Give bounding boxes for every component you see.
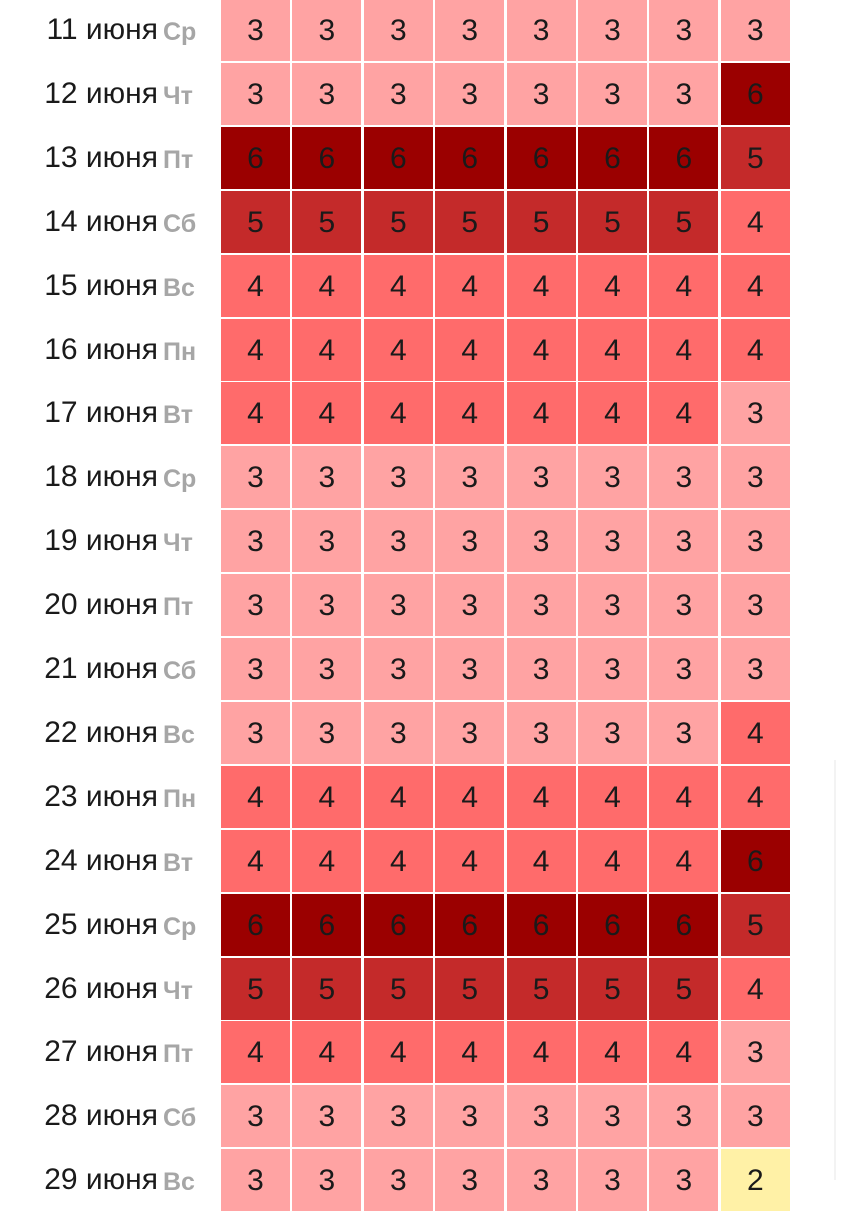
- heatmap-cell: 4: [721, 319, 790, 381]
- heatmap-cell: 4: [435, 1021, 504, 1083]
- row-date-label: 15 июня: [44, 268, 158, 302]
- row-weekday-label: Вс: [163, 1168, 195, 1197]
- heatmap-cell: 3: [649, 574, 718, 636]
- row-weekday-label: Пн: [163, 784, 197, 813]
- row-weekday-label: Пн: [163, 337, 197, 366]
- heatmap-cell: 6: [721, 830, 790, 892]
- heatmap-cell: 5: [721, 894, 790, 956]
- table-row: [0, 830, 847, 892]
- table-row: [0, 63, 847, 125]
- heatmap-cell: 5: [721, 127, 790, 189]
- table-row: [0, 0, 847, 61]
- table-row: [0, 255, 847, 317]
- heatmap-cell: 3: [435, 446, 504, 508]
- table-row: [0, 191, 847, 253]
- row-weekday-label: Пт: [163, 145, 194, 174]
- heatmap-cell: 4: [435, 255, 504, 317]
- heatmap-cell: 4: [364, 319, 433, 381]
- heatmap-cell: 3: [292, 510, 361, 572]
- row-date-label: 23 июня: [44, 779, 158, 813]
- heatmap-cell: 5: [649, 958, 718, 1020]
- heatmap-cell: 6: [221, 894, 290, 956]
- heatmap-cell: 3: [721, 638, 790, 700]
- heatmap-cell: 4: [292, 255, 361, 317]
- row-date-label: 16 июня: [44, 332, 158, 366]
- row-weekday-label: Пт: [163, 593, 194, 622]
- heatmap-cell: 5: [578, 191, 647, 253]
- row-weekday-label: Пт: [163, 1040, 194, 1069]
- heatmap-cell: 6: [721, 63, 790, 125]
- heatmap-cell: 5: [221, 958, 290, 1020]
- heatmap-cell: 3: [721, 510, 790, 572]
- heatmap-cell: 4: [435, 830, 504, 892]
- heatmap-cell: 4: [292, 319, 361, 381]
- heatmap-cell: 6: [578, 894, 647, 956]
- heatmap-cell: 4: [292, 1021, 361, 1083]
- heatmap-cell: 4: [721, 958, 790, 1020]
- heatmap-cell: 3: [649, 510, 718, 572]
- heatmap-cell: 4: [292, 382, 361, 444]
- table-row: [0, 382, 847, 444]
- heatmap-cell: 4: [649, 382, 718, 444]
- heatmap-cell: 4: [507, 830, 576, 892]
- heatmap-cell: 3: [649, 446, 718, 508]
- heatmap-cell: 3: [649, 702, 718, 764]
- heatmap-cell: 4: [435, 319, 504, 381]
- table-row: [0, 1021, 847, 1083]
- heatmap-cell: 3: [221, 702, 290, 764]
- row-weekday-label: Вт: [163, 848, 193, 877]
- heatmap-cell: 3: [221, 574, 290, 636]
- heatmap-cell: 3: [221, 1149, 290, 1211]
- heatmap-cell: 4: [221, 319, 290, 381]
- heatmap-cell: 3: [435, 1085, 504, 1147]
- heatmap-cell: 6: [221, 127, 290, 189]
- heatmap-cell: 5: [578, 958, 647, 1020]
- heatmap-cell: 3: [364, 1085, 433, 1147]
- heatmap-cell: 3: [292, 0, 361, 61]
- row-date-label: 17 июня: [44, 396, 158, 430]
- heatmap-cell: 4: [578, 382, 647, 444]
- heatmap-cell: 4: [364, 255, 433, 317]
- table-row: [0, 510, 847, 572]
- heatmap-cell: 4: [578, 255, 647, 317]
- row-date-label: 13 июня: [44, 140, 158, 174]
- row-date-label: 14 июня: [44, 204, 158, 238]
- table-row: [0, 638, 847, 700]
- heatmap-cell: 3: [292, 1085, 361, 1147]
- row-weekday-label: Чт: [163, 81, 193, 110]
- heatmap-cell: 3: [649, 63, 718, 125]
- heatmap-cell: 4: [721, 702, 790, 764]
- heatmap-cell: 3: [292, 574, 361, 636]
- heatmap-cell: 5: [364, 191, 433, 253]
- row-weekday-label: Ср: [163, 912, 197, 941]
- heatmap-cell: 3: [721, 0, 790, 61]
- heatmap-cell: 3: [507, 638, 576, 700]
- heatmap-cell: 4: [364, 382, 433, 444]
- row-date-label: 25 июня: [44, 907, 158, 941]
- heatmap-cell: 6: [364, 127, 433, 189]
- table-row: [0, 1085, 847, 1147]
- heatmap-cell: 3: [364, 1149, 433, 1211]
- row-weekday-label: Сб: [163, 209, 197, 238]
- table-row: [0, 958, 847, 1020]
- heatmap-cell: 3: [578, 63, 647, 125]
- heatmap-cell: 3: [292, 638, 361, 700]
- heatmap-cell: 3: [435, 63, 504, 125]
- heatmap-cell: 6: [649, 894, 718, 956]
- heatmap-cell: 3: [507, 510, 576, 572]
- row-weekday-label: Ср: [163, 18, 197, 46]
- heatmap-cell: 3: [364, 702, 433, 764]
- row-weekday-label: Вс: [163, 720, 195, 749]
- row-weekday-label: Вт: [163, 401, 193, 430]
- heatmap-cell: 4: [507, 382, 576, 444]
- heatmap-cell: 4: [721, 191, 790, 253]
- heatmap-cell: 4: [578, 766, 647, 828]
- row-weekday-label: Вс: [163, 273, 195, 302]
- heatmap-cell: 5: [649, 191, 718, 253]
- table-row: [0, 127, 847, 189]
- heatmap-cell: 3: [721, 446, 790, 508]
- heatmap-cell: 3: [364, 574, 433, 636]
- heatmap-cell: 4: [221, 766, 290, 828]
- heatmap-cell: 4: [435, 766, 504, 828]
- heatmap-cell: 5: [364, 958, 433, 1020]
- heatmap-cell: 3: [221, 638, 290, 700]
- heatmap-cell: 4: [292, 830, 361, 892]
- heatmap-cell: 3: [507, 702, 576, 764]
- heatmap-cell: 3: [507, 446, 576, 508]
- row-weekday-label: Чт: [163, 976, 193, 1005]
- heatmap-cell: 4: [221, 382, 290, 444]
- heatmap-cell: 3: [292, 702, 361, 764]
- heatmap-cell: 6: [292, 127, 361, 189]
- scrollbar-track: [834, 760, 836, 1180]
- heatmap-cell: 5: [435, 958, 504, 1020]
- heatmap-cell: 3: [221, 0, 290, 61]
- heatmap-cell: 3: [364, 0, 433, 61]
- row-date-label: 11 июня: [46, 13, 158, 46]
- row-date-label: 24 июня: [44, 843, 158, 877]
- heatmap-cell: 3: [221, 1085, 290, 1147]
- row-date-label: 12 июня: [44, 76, 158, 110]
- heatmap-cell: 4: [507, 1021, 576, 1083]
- heatmap-cell: 6: [578, 127, 647, 189]
- heatmap-cell: 4: [435, 382, 504, 444]
- heatmap-cell: 6: [507, 127, 576, 189]
- heatmap-cell: 6: [507, 894, 576, 956]
- heatmap-cell: 4: [649, 766, 718, 828]
- row-date-label: 29 июня: [44, 1163, 158, 1197]
- row-date-label: 26 июня: [44, 971, 158, 1005]
- heatmap-cell: 3: [435, 0, 504, 61]
- row-date-label: 19 июня: [44, 524, 158, 558]
- heatmap-cell: 3: [578, 638, 647, 700]
- heatmap-cell: 3: [649, 638, 718, 700]
- heatmap-cell: 6: [649, 127, 718, 189]
- row-date-label: 22 июня: [44, 715, 158, 749]
- row-weekday-label: Чт: [163, 529, 193, 558]
- heatmap-cell: 3: [435, 510, 504, 572]
- heatmap-cell: 6: [292, 894, 361, 956]
- heatmap-cell: 2: [721, 1149, 790, 1211]
- heatmap-cell: 3: [578, 446, 647, 508]
- heatmap-cell: 6: [435, 894, 504, 956]
- heatmap-cell: 3: [578, 0, 647, 61]
- heatmap-cell: 5: [507, 191, 576, 253]
- heatmap-cell: 4: [292, 766, 361, 828]
- heatmap-cell: 6: [435, 127, 504, 189]
- heatmap-cell: 3: [721, 1085, 790, 1147]
- heatmap-cell: 3: [649, 1085, 718, 1147]
- heatmap-cell: 3: [578, 1149, 647, 1211]
- heatmap-cell: 4: [364, 766, 433, 828]
- heatmap-cell: 3: [578, 1085, 647, 1147]
- heatmap-cell: 3: [721, 1021, 790, 1083]
- table-row: [0, 574, 847, 636]
- heatmap-cell: 3: [578, 510, 647, 572]
- row-date-label: 21 июня: [44, 652, 158, 685]
- heatmap-cell: 4: [507, 319, 576, 381]
- row-date-label: 28 июня: [44, 1099, 158, 1133]
- heatmap-cell: 3: [507, 63, 576, 125]
- heatmap-cell: 3: [292, 1149, 361, 1211]
- heatmap-cell: 3: [221, 446, 290, 508]
- heatmap-cell: 4: [649, 255, 718, 317]
- heatmap-cell: 5: [221, 191, 290, 253]
- heatmap-cell: 4: [721, 766, 790, 828]
- heatmap-cell: 3: [721, 382, 790, 444]
- heatmap-cell: 3: [721, 574, 790, 636]
- heatmap-cell: 3: [364, 510, 433, 572]
- heatmap-cell: 5: [292, 191, 361, 253]
- heatmap-cell: 3: [507, 0, 576, 61]
- heatmap-cell: 3: [435, 702, 504, 764]
- heatmap-cell: 3: [435, 574, 504, 636]
- heatmap-cell: 3: [435, 638, 504, 700]
- heatmap-cell: 4: [649, 1021, 718, 1083]
- table-row: [0, 702, 847, 764]
- heatmap-cell: 4: [221, 830, 290, 892]
- row-weekday-label: Сб: [163, 657, 197, 685]
- heatmap-cell: 5: [435, 191, 504, 253]
- row-date-label: 18 июня: [44, 460, 158, 494]
- heatmap-cell: 6: [364, 894, 433, 956]
- heatmap-cell: 5: [292, 958, 361, 1020]
- heatmap-cell: 3: [221, 510, 290, 572]
- heatmap-cell: 3: [292, 63, 361, 125]
- heatmap-cell: 3: [364, 446, 433, 508]
- table-row: [0, 766, 847, 828]
- heatmap-cell: 3: [435, 1149, 504, 1211]
- row-weekday-label: Ср: [163, 465, 197, 494]
- row-date-label: 20 июня: [44, 588, 158, 622]
- heatmap-cell: 4: [578, 830, 647, 892]
- table-row: [0, 1149, 847, 1211]
- heatmap-cell: 3: [649, 0, 718, 61]
- row-date-label: 27 июня: [44, 1035, 158, 1069]
- heatmap-cell: 3: [292, 446, 361, 508]
- heatmap-cell: 4: [364, 830, 433, 892]
- heatmap-cell: 3: [507, 1149, 576, 1211]
- heatmap-cell: 5: [507, 958, 576, 1020]
- heatmap-cell: 4: [649, 830, 718, 892]
- heatmap-cell: 4: [507, 766, 576, 828]
- heatmap-cell: 3: [221, 63, 290, 125]
- heatmap-cell: 4: [221, 255, 290, 317]
- table-row: [0, 446, 847, 508]
- heatmap-cell: 3: [507, 574, 576, 636]
- heatmap-cell: 3: [507, 1085, 576, 1147]
- heatmap-cell: 3: [364, 63, 433, 125]
- heatmap-cell: 3: [578, 702, 647, 764]
- table-row: [0, 319, 847, 381]
- table-row: [0, 894, 847, 956]
- heatmap-cell: 4: [221, 1021, 290, 1083]
- heatmap-cell: 4: [364, 1021, 433, 1083]
- heatmap-cell: 3: [364, 638, 433, 700]
- heatmap-cell: 4: [578, 319, 647, 381]
- heatmap-cell: 3: [578, 574, 647, 636]
- heatmap-cell: 3: [649, 1149, 718, 1211]
- row-weekday-label: Сб: [163, 1104, 197, 1133]
- heatmap-cell: 4: [649, 319, 718, 381]
- heatmap-cell: 4: [578, 1021, 647, 1083]
- heatmap-cell: 4: [721, 255, 790, 317]
- heatmap-cell: 4: [507, 255, 576, 317]
